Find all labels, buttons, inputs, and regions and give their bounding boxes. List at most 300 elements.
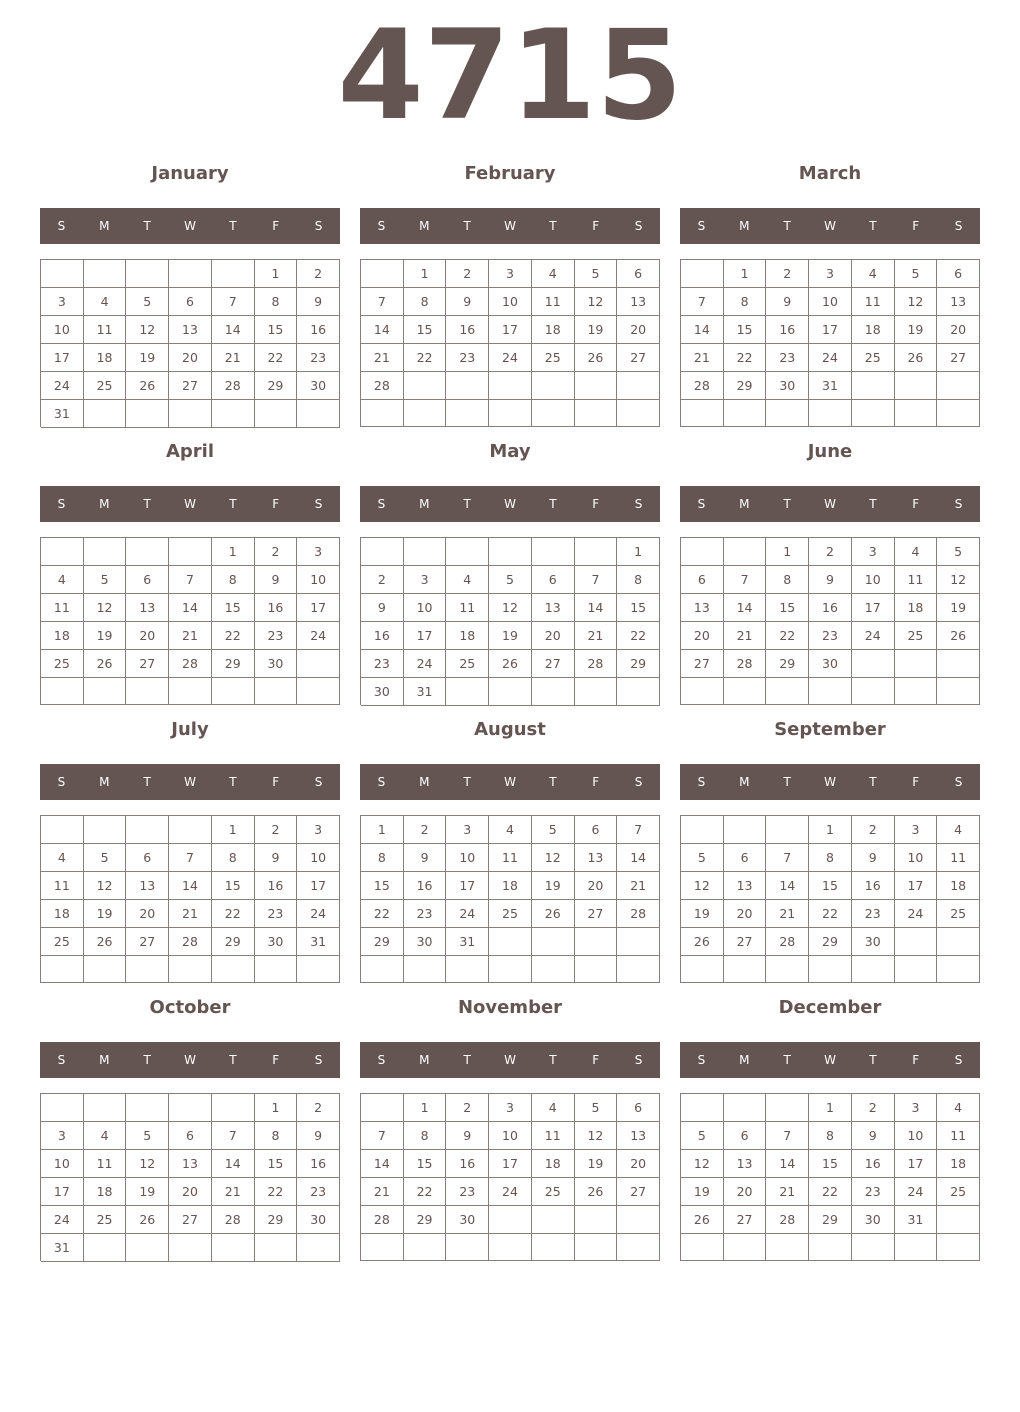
day-cell[interactable]: 11 bbox=[84, 1150, 127, 1178]
day-cell[interactable]: 18 bbox=[937, 1150, 980, 1178]
day-cell[interactable]: 16 bbox=[446, 316, 489, 344]
day-cell[interactable]: 22 bbox=[255, 344, 298, 372]
day-cell[interactable]: 12 bbox=[126, 316, 169, 344]
day-cell[interactable]: 12 bbox=[84, 872, 127, 900]
day-cell[interactable]: 10 bbox=[297, 566, 340, 594]
day-cell[interactable]: 20 bbox=[724, 900, 767, 928]
day-cell[interactable]: 11 bbox=[895, 566, 938, 594]
day-cell[interactable]: 22 bbox=[212, 622, 255, 650]
day-cell[interactable]: 6 bbox=[169, 288, 212, 316]
day-cell[interactable]: 23 bbox=[766, 344, 809, 372]
day-cell[interactable]: 24 bbox=[404, 650, 447, 678]
day-cell[interactable]: 28 bbox=[212, 1206, 255, 1234]
day-cell[interactable]: 18 bbox=[895, 594, 938, 622]
day-cell[interactable]: 14 bbox=[766, 872, 809, 900]
day-cell[interactable]: 11 bbox=[446, 594, 489, 622]
day-cell[interactable]: 18 bbox=[937, 872, 980, 900]
day-cell[interactable]: 4 bbox=[446, 566, 489, 594]
day-cell[interactable]: 6 bbox=[126, 844, 169, 872]
day-cell[interactable]: 7 bbox=[575, 566, 618, 594]
day-cell[interactable]: 8 bbox=[766, 566, 809, 594]
day-cell[interactable]: 29 bbox=[766, 650, 809, 678]
day-cell[interactable]: 5 bbox=[681, 844, 724, 872]
day-cell[interactable]: 27 bbox=[169, 372, 212, 400]
day-cell[interactable]: 24 bbox=[809, 344, 852, 372]
day-cell[interactable]: 19 bbox=[575, 1150, 618, 1178]
day-cell[interactable]: 2 bbox=[255, 816, 298, 844]
day-cell[interactable]: 15 bbox=[617, 594, 660, 622]
day-cell[interactable]: 15 bbox=[255, 316, 298, 344]
day-cell[interactable]: 21 bbox=[766, 900, 809, 928]
day-cell[interactable]: 21 bbox=[766, 1178, 809, 1206]
day-cell[interactable]: 25 bbox=[532, 1178, 575, 1206]
day-cell[interactable]: 16 bbox=[446, 1150, 489, 1178]
day-cell[interactable]: 26 bbox=[84, 650, 127, 678]
day-cell[interactable]: 25 bbox=[937, 1178, 980, 1206]
day-cell[interactable]: 13 bbox=[126, 594, 169, 622]
day-cell[interactable]: 25 bbox=[895, 622, 938, 650]
day-cell[interactable]: 26 bbox=[895, 344, 938, 372]
day-cell[interactable]: 20 bbox=[575, 872, 618, 900]
day-cell[interactable]: 31 bbox=[297, 928, 340, 956]
day-cell[interactable]: 23 bbox=[255, 900, 298, 928]
day-cell[interactable]: 19 bbox=[575, 316, 618, 344]
day-cell[interactable]: 27 bbox=[681, 650, 724, 678]
day-cell[interactable]: 25 bbox=[489, 900, 532, 928]
day-cell[interactable]: 12 bbox=[575, 288, 618, 316]
day-cell[interactable]: 25 bbox=[41, 928, 84, 956]
day-cell[interactable]: 4 bbox=[41, 566, 84, 594]
day-cell[interactable]: 24 bbox=[446, 900, 489, 928]
day-cell[interactable]: 6 bbox=[575, 816, 618, 844]
day-cell[interactable]: 12 bbox=[681, 1150, 724, 1178]
day-cell[interactable]: 1 bbox=[617, 538, 660, 566]
day-cell[interactable]: 7 bbox=[169, 566, 212, 594]
day-cell[interactable]: 24 bbox=[895, 900, 938, 928]
day-cell[interactable]: 19 bbox=[681, 900, 724, 928]
day-cell[interactable]: 1 bbox=[361, 816, 404, 844]
day-cell[interactable]: 14 bbox=[766, 1150, 809, 1178]
day-cell[interactable]: 18 bbox=[84, 344, 127, 372]
day-cell[interactable]: 18 bbox=[489, 872, 532, 900]
day-cell[interactable]: 13 bbox=[169, 1150, 212, 1178]
day-cell[interactable]: 3 bbox=[404, 566, 447, 594]
day-cell[interactable]: 20 bbox=[724, 1178, 767, 1206]
day-cell[interactable]: 8 bbox=[255, 288, 298, 316]
day-cell[interactable]: 17 bbox=[809, 316, 852, 344]
day-cell[interactable]: 15 bbox=[404, 1150, 447, 1178]
day-cell[interactable]: 9 bbox=[446, 1122, 489, 1150]
day-cell[interactable]: 4 bbox=[852, 260, 895, 288]
day-cell[interactable]: 26 bbox=[126, 1206, 169, 1234]
day-cell[interactable]: 22 bbox=[724, 344, 767, 372]
day-cell[interactable]: 2 bbox=[809, 538, 852, 566]
day-cell[interactable]: 18 bbox=[41, 622, 84, 650]
day-cell[interactable]: 21 bbox=[361, 1178, 404, 1206]
day-cell[interactable]: 26 bbox=[532, 900, 575, 928]
day-cell[interactable]: 14 bbox=[169, 594, 212, 622]
day-cell[interactable]: 14 bbox=[617, 844, 660, 872]
day-cell[interactable]: 10 bbox=[489, 1122, 532, 1150]
day-cell[interactable]: 3 bbox=[446, 816, 489, 844]
day-cell[interactable]: 10 bbox=[41, 1150, 84, 1178]
day-cell[interactable]: 7 bbox=[617, 816, 660, 844]
day-cell[interactable]: 26 bbox=[489, 650, 532, 678]
day-cell[interactable]: 7 bbox=[212, 288, 255, 316]
day-cell[interactable]: 23 bbox=[404, 900, 447, 928]
day-cell[interactable]: 6 bbox=[617, 260, 660, 288]
day-cell[interactable]: 4 bbox=[937, 1094, 980, 1122]
day-cell[interactable]: 28 bbox=[766, 1206, 809, 1234]
day-cell[interactable]: 23 bbox=[852, 1178, 895, 1206]
day-cell[interactable]: 1 bbox=[212, 538, 255, 566]
day-cell[interactable]: 18 bbox=[532, 316, 575, 344]
day-cell[interactable]: 6 bbox=[126, 566, 169, 594]
day-cell[interactable]: 29 bbox=[255, 372, 298, 400]
day-cell[interactable]: 15 bbox=[809, 872, 852, 900]
day-cell[interactable]: 1 bbox=[255, 1094, 298, 1122]
day-cell[interactable]: 19 bbox=[937, 594, 980, 622]
day-cell[interactable]: 3 bbox=[41, 288, 84, 316]
day-cell[interactable]: 16 bbox=[361, 622, 404, 650]
day-cell[interactable]: 10 bbox=[852, 566, 895, 594]
day-cell[interactable]: 25 bbox=[446, 650, 489, 678]
day-cell[interactable]: 28 bbox=[361, 1206, 404, 1234]
day-cell[interactable]: 26 bbox=[84, 928, 127, 956]
day-cell[interactable]: 21 bbox=[681, 344, 724, 372]
day-cell[interactable]: 17 bbox=[489, 316, 532, 344]
day-cell[interactable]: 22 bbox=[212, 900, 255, 928]
day-cell[interactable]: 31 bbox=[446, 928, 489, 956]
day-cell[interactable]: 4 bbox=[84, 1122, 127, 1150]
day-cell[interactable]: 9 bbox=[852, 844, 895, 872]
day-cell[interactable]: 21 bbox=[169, 622, 212, 650]
day-cell[interactable]: 8 bbox=[212, 844, 255, 872]
day-cell[interactable]: 22 bbox=[255, 1178, 298, 1206]
day-cell[interactable]: 30 bbox=[766, 372, 809, 400]
day-cell[interactable]: 29 bbox=[809, 928, 852, 956]
day-cell[interactable]: 5 bbox=[532, 816, 575, 844]
day-cell[interactable]: 21 bbox=[724, 622, 767, 650]
day-cell[interactable]: 4 bbox=[895, 538, 938, 566]
day-cell[interactable]: 4 bbox=[532, 1094, 575, 1122]
day-cell[interactable]: 29 bbox=[724, 372, 767, 400]
day-cell[interactable]: 20 bbox=[126, 900, 169, 928]
day-cell[interactable]: 5 bbox=[681, 1122, 724, 1150]
day-cell[interactable]: 9 bbox=[446, 288, 489, 316]
day-cell[interactable]: 27 bbox=[532, 650, 575, 678]
day-cell[interactable]: 20 bbox=[681, 622, 724, 650]
day-cell[interactable]: 14 bbox=[169, 872, 212, 900]
day-cell[interactable]: 25 bbox=[937, 900, 980, 928]
day-cell[interactable]: 6 bbox=[169, 1122, 212, 1150]
day-cell[interactable]: 10 bbox=[297, 844, 340, 872]
day-cell[interactable]: 31 bbox=[41, 400, 84, 428]
day-cell[interactable]: 10 bbox=[489, 288, 532, 316]
day-cell[interactable]: 24 bbox=[852, 622, 895, 650]
day-cell[interactable]: 19 bbox=[681, 1178, 724, 1206]
day-cell[interactable]: 13 bbox=[617, 1122, 660, 1150]
day-cell[interactable]: 3 bbox=[809, 260, 852, 288]
day-cell[interactable]: 13 bbox=[724, 1150, 767, 1178]
day-cell[interactable]: 6 bbox=[681, 566, 724, 594]
day-cell[interactable]: 22 bbox=[404, 1178, 447, 1206]
day-cell[interactable]: 17 bbox=[852, 594, 895, 622]
day-cell[interactable]: 23 bbox=[297, 344, 340, 372]
day-cell[interactable]: 20 bbox=[169, 1178, 212, 1206]
day-cell[interactable]: 5 bbox=[575, 260, 618, 288]
day-cell[interactable]: 9 bbox=[297, 288, 340, 316]
day-cell[interactable]: 30 bbox=[297, 372, 340, 400]
day-cell[interactable]: 18 bbox=[532, 1150, 575, 1178]
day-cell[interactable]: 27 bbox=[937, 344, 980, 372]
day-cell[interactable]: 11 bbox=[41, 594, 84, 622]
day-cell[interactable]: 31 bbox=[404, 678, 447, 706]
day-cell[interactable]: 28 bbox=[766, 928, 809, 956]
day-cell[interactable]: 1 bbox=[404, 260, 447, 288]
day-cell[interactable]: 3 bbox=[297, 816, 340, 844]
day-cell[interactable]: 14 bbox=[681, 316, 724, 344]
day-cell[interactable]: 6 bbox=[724, 844, 767, 872]
day-cell[interactable]: 14 bbox=[575, 594, 618, 622]
day-cell[interactable]: 24 bbox=[489, 344, 532, 372]
day-cell[interactable]: 23 bbox=[809, 622, 852, 650]
day-cell[interactable]: 19 bbox=[126, 344, 169, 372]
day-cell[interactable]: 25 bbox=[852, 344, 895, 372]
day-cell[interactable]: 13 bbox=[126, 872, 169, 900]
day-cell[interactable]: 10 bbox=[446, 844, 489, 872]
day-cell[interactable]: 19 bbox=[532, 872, 575, 900]
day-cell[interactable]: 17 bbox=[404, 622, 447, 650]
day-cell[interactable]: 7 bbox=[361, 1122, 404, 1150]
day-cell[interactable]: 6 bbox=[724, 1122, 767, 1150]
day-cell[interactable]: 23 bbox=[446, 344, 489, 372]
day-cell[interactable]: 7 bbox=[681, 288, 724, 316]
day-cell[interactable]: 6 bbox=[937, 260, 980, 288]
day-cell[interactable]: 9 bbox=[809, 566, 852, 594]
day-cell[interactable]: 3 bbox=[852, 538, 895, 566]
day-cell[interactable]: 2 bbox=[297, 1094, 340, 1122]
day-cell[interactable]: 29 bbox=[361, 928, 404, 956]
day-cell[interactable]: 22 bbox=[809, 900, 852, 928]
day-cell[interactable]: 4 bbox=[84, 288, 127, 316]
day-cell[interactable]: 1 bbox=[212, 816, 255, 844]
day-cell[interactable]: 4 bbox=[489, 816, 532, 844]
day-cell[interactable]: 9 bbox=[361, 594, 404, 622]
day-cell[interactable]: 11 bbox=[532, 288, 575, 316]
day-cell[interactable]: 10 bbox=[895, 844, 938, 872]
day-cell[interactable]: 30 bbox=[255, 650, 298, 678]
day-cell[interactable]: 16 bbox=[809, 594, 852, 622]
day-cell[interactable]: 8 bbox=[404, 288, 447, 316]
day-cell[interactable]: 13 bbox=[617, 288, 660, 316]
day-cell[interactable]: 31 bbox=[809, 372, 852, 400]
day-cell[interactable]: 30 bbox=[361, 678, 404, 706]
day-cell[interactable]: 26 bbox=[575, 344, 618, 372]
day-cell[interactable]: 8 bbox=[212, 566, 255, 594]
day-cell[interactable]: 2 bbox=[361, 566, 404, 594]
day-cell[interactable]: 5 bbox=[84, 566, 127, 594]
day-cell[interactable]: 12 bbox=[575, 1122, 618, 1150]
day-cell[interactable]: 29 bbox=[255, 1206, 298, 1234]
day-cell[interactable]: 10 bbox=[895, 1122, 938, 1150]
day-cell[interactable]: 30 bbox=[852, 1206, 895, 1234]
day-cell[interactable]: 22 bbox=[766, 622, 809, 650]
day-cell[interactable]: 5 bbox=[575, 1094, 618, 1122]
day-cell[interactable]: 22 bbox=[404, 344, 447, 372]
day-cell[interactable]: 11 bbox=[937, 844, 980, 872]
day-cell[interactable]: 16 bbox=[404, 872, 447, 900]
day-cell[interactable]: 24 bbox=[297, 622, 340, 650]
day-cell[interactable]: 9 bbox=[255, 844, 298, 872]
day-cell[interactable]: 14 bbox=[724, 594, 767, 622]
day-cell[interactable]: 8 bbox=[724, 288, 767, 316]
day-cell[interactable]: 13 bbox=[532, 594, 575, 622]
day-cell[interactable]: 17 bbox=[895, 1150, 938, 1178]
day-cell[interactable]: 16 bbox=[255, 594, 298, 622]
day-cell[interactable]: 27 bbox=[617, 344, 660, 372]
day-cell[interactable]: 16 bbox=[297, 1150, 340, 1178]
day-cell[interactable]: 17 bbox=[41, 344, 84, 372]
day-cell[interactable]: 17 bbox=[489, 1150, 532, 1178]
day-cell[interactable]: 14 bbox=[212, 316, 255, 344]
day-cell[interactable]: 16 bbox=[852, 872, 895, 900]
day-cell[interactable]: 20 bbox=[532, 622, 575, 650]
day-cell[interactable]: 8 bbox=[809, 1122, 852, 1150]
day-cell[interactable]: 11 bbox=[84, 316, 127, 344]
day-cell[interactable]: 19 bbox=[489, 622, 532, 650]
day-cell[interactable]: 3 bbox=[489, 1094, 532, 1122]
day-cell[interactable]: 17 bbox=[297, 872, 340, 900]
day-cell[interactable]: 23 bbox=[446, 1178, 489, 1206]
day-cell[interactable]: 28 bbox=[169, 928, 212, 956]
day-cell[interactable]: 23 bbox=[852, 900, 895, 928]
day-cell[interactable]: 16 bbox=[255, 872, 298, 900]
day-cell[interactable]: 27 bbox=[617, 1178, 660, 1206]
day-cell[interactable]: 8 bbox=[404, 1122, 447, 1150]
day-cell[interactable]: 2 bbox=[404, 816, 447, 844]
day-cell[interactable]: 18 bbox=[852, 316, 895, 344]
day-cell[interactable]: 5 bbox=[937, 538, 980, 566]
day-cell[interactable]: 30 bbox=[852, 928, 895, 956]
day-cell[interactable]: 24 bbox=[41, 372, 84, 400]
day-cell[interactable]: 21 bbox=[212, 344, 255, 372]
day-cell[interactable]: 9 bbox=[852, 1122, 895, 1150]
day-cell[interactable]: 30 bbox=[446, 1206, 489, 1234]
day-cell[interactable]: 4 bbox=[41, 844, 84, 872]
day-cell[interactable]: 26 bbox=[681, 928, 724, 956]
day-cell[interactable]: 12 bbox=[895, 288, 938, 316]
day-cell[interactable]: 22 bbox=[361, 900, 404, 928]
day-cell[interactable]: 13 bbox=[575, 844, 618, 872]
day-cell[interactable]: 25 bbox=[532, 344, 575, 372]
day-cell[interactable]: 27 bbox=[126, 650, 169, 678]
day-cell[interactable]: 15 bbox=[766, 594, 809, 622]
day-cell[interactable]: 25 bbox=[84, 1206, 127, 1234]
day-cell[interactable]: 21 bbox=[169, 900, 212, 928]
day-cell[interactable]: 24 bbox=[895, 1178, 938, 1206]
day-cell[interactable]: 1 bbox=[404, 1094, 447, 1122]
day-cell[interactable]: 11 bbox=[852, 288, 895, 316]
day-cell[interactable]: 18 bbox=[41, 900, 84, 928]
day-cell[interactable]: 14 bbox=[361, 1150, 404, 1178]
day-cell[interactable]: 27 bbox=[575, 900, 618, 928]
day-cell[interactable]: 28 bbox=[169, 650, 212, 678]
day-cell[interactable]: 19 bbox=[84, 900, 127, 928]
day-cell[interactable]: 6 bbox=[532, 566, 575, 594]
day-cell[interactable]: 28 bbox=[361, 372, 404, 400]
day-cell[interactable]: 26 bbox=[126, 372, 169, 400]
day-cell[interactable]: 15 bbox=[212, 872, 255, 900]
day-cell[interactable]: 12 bbox=[681, 872, 724, 900]
day-cell[interactable]: 31 bbox=[41, 1234, 84, 1262]
day-cell[interactable]: 3 bbox=[297, 538, 340, 566]
day-cell[interactable]: 11 bbox=[41, 872, 84, 900]
day-cell[interactable]: 1 bbox=[809, 816, 852, 844]
day-cell[interactable]: 23 bbox=[297, 1178, 340, 1206]
day-cell[interactable]: 12 bbox=[84, 594, 127, 622]
day-cell[interactable]: 19 bbox=[126, 1178, 169, 1206]
day-cell[interactable]: 4 bbox=[937, 816, 980, 844]
day-cell[interactable]: 15 bbox=[212, 594, 255, 622]
day-cell[interactable]: 5 bbox=[895, 260, 938, 288]
day-cell[interactable]: 16 bbox=[852, 1150, 895, 1178]
day-cell[interactable]: 4 bbox=[532, 260, 575, 288]
day-cell[interactable]: 20 bbox=[126, 622, 169, 650]
day-cell[interactable]: 16 bbox=[297, 316, 340, 344]
day-cell[interactable]: 13 bbox=[937, 288, 980, 316]
day-cell[interactable]: 24 bbox=[297, 900, 340, 928]
day-cell[interactable]: 2 bbox=[446, 1094, 489, 1122]
day-cell[interactable]: 21 bbox=[361, 344, 404, 372]
day-cell[interactable]: 21 bbox=[575, 622, 618, 650]
day-cell[interactable]: 11 bbox=[532, 1122, 575, 1150]
day-cell[interactable]: 11 bbox=[937, 1122, 980, 1150]
day-cell[interactable]: 14 bbox=[212, 1150, 255, 1178]
day-cell[interactable]: 12 bbox=[126, 1150, 169, 1178]
day-cell[interactable]: 16 bbox=[766, 316, 809, 344]
day-cell[interactable]: 23 bbox=[255, 622, 298, 650]
day-cell[interactable]: 5 bbox=[489, 566, 532, 594]
day-cell[interactable]: 9 bbox=[404, 844, 447, 872]
day-cell[interactable]: 15 bbox=[404, 316, 447, 344]
day-cell[interactable]: 15 bbox=[361, 872, 404, 900]
day-cell[interactable]: 26 bbox=[681, 1206, 724, 1234]
day-cell[interactable]: 23 bbox=[361, 650, 404, 678]
day-cell[interactable]: 12 bbox=[937, 566, 980, 594]
day-cell[interactable]: 25 bbox=[41, 650, 84, 678]
day-cell[interactable]: 1 bbox=[255, 260, 298, 288]
day-cell[interactable]: 28 bbox=[724, 650, 767, 678]
day-cell[interactable]: 2 bbox=[852, 1094, 895, 1122]
day-cell[interactable]: 29 bbox=[617, 650, 660, 678]
day-cell[interactable]: 8 bbox=[809, 844, 852, 872]
day-cell[interactable]: 14 bbox=[361, 316, 404, 344]
day-cell[interactable]: 15 bbox=[809, 1150, 852, 1178]
day-cell[interactable]: 24 bbox=[489, 1178, 532, 1206]
day-cell[interactable]: 6 bbox=[617, 1094, 660, 1122]
day-cell[interactable]: 2 bbox=[446, 260, 489, 288]
day-cell[interactable]: 12 bbox=[489, 594, 532, 622]
day-cell[interactable]: 7 bbox=[212, 1122, 255, 1150]
day-cell[interactable]: 29 bbox=[212, 928, 255, 956]
day-cell[interactable]: 10 bbox=[809, 288, 852, 316]
day-cell[interactable]: 9 bbox=[297, 1122, 340, 1150]
day-cell[interactable]: 19 bbox=[84, 622, 127, 650]
day-cell[interactable]: 2 bbox=[766, 260, 809, 288]
day-cell[interactable]: 3 bbox=[489, 260, 532, 288]
day-cell[interactable]: 2 bbox=[255, 538, 298, 566]
